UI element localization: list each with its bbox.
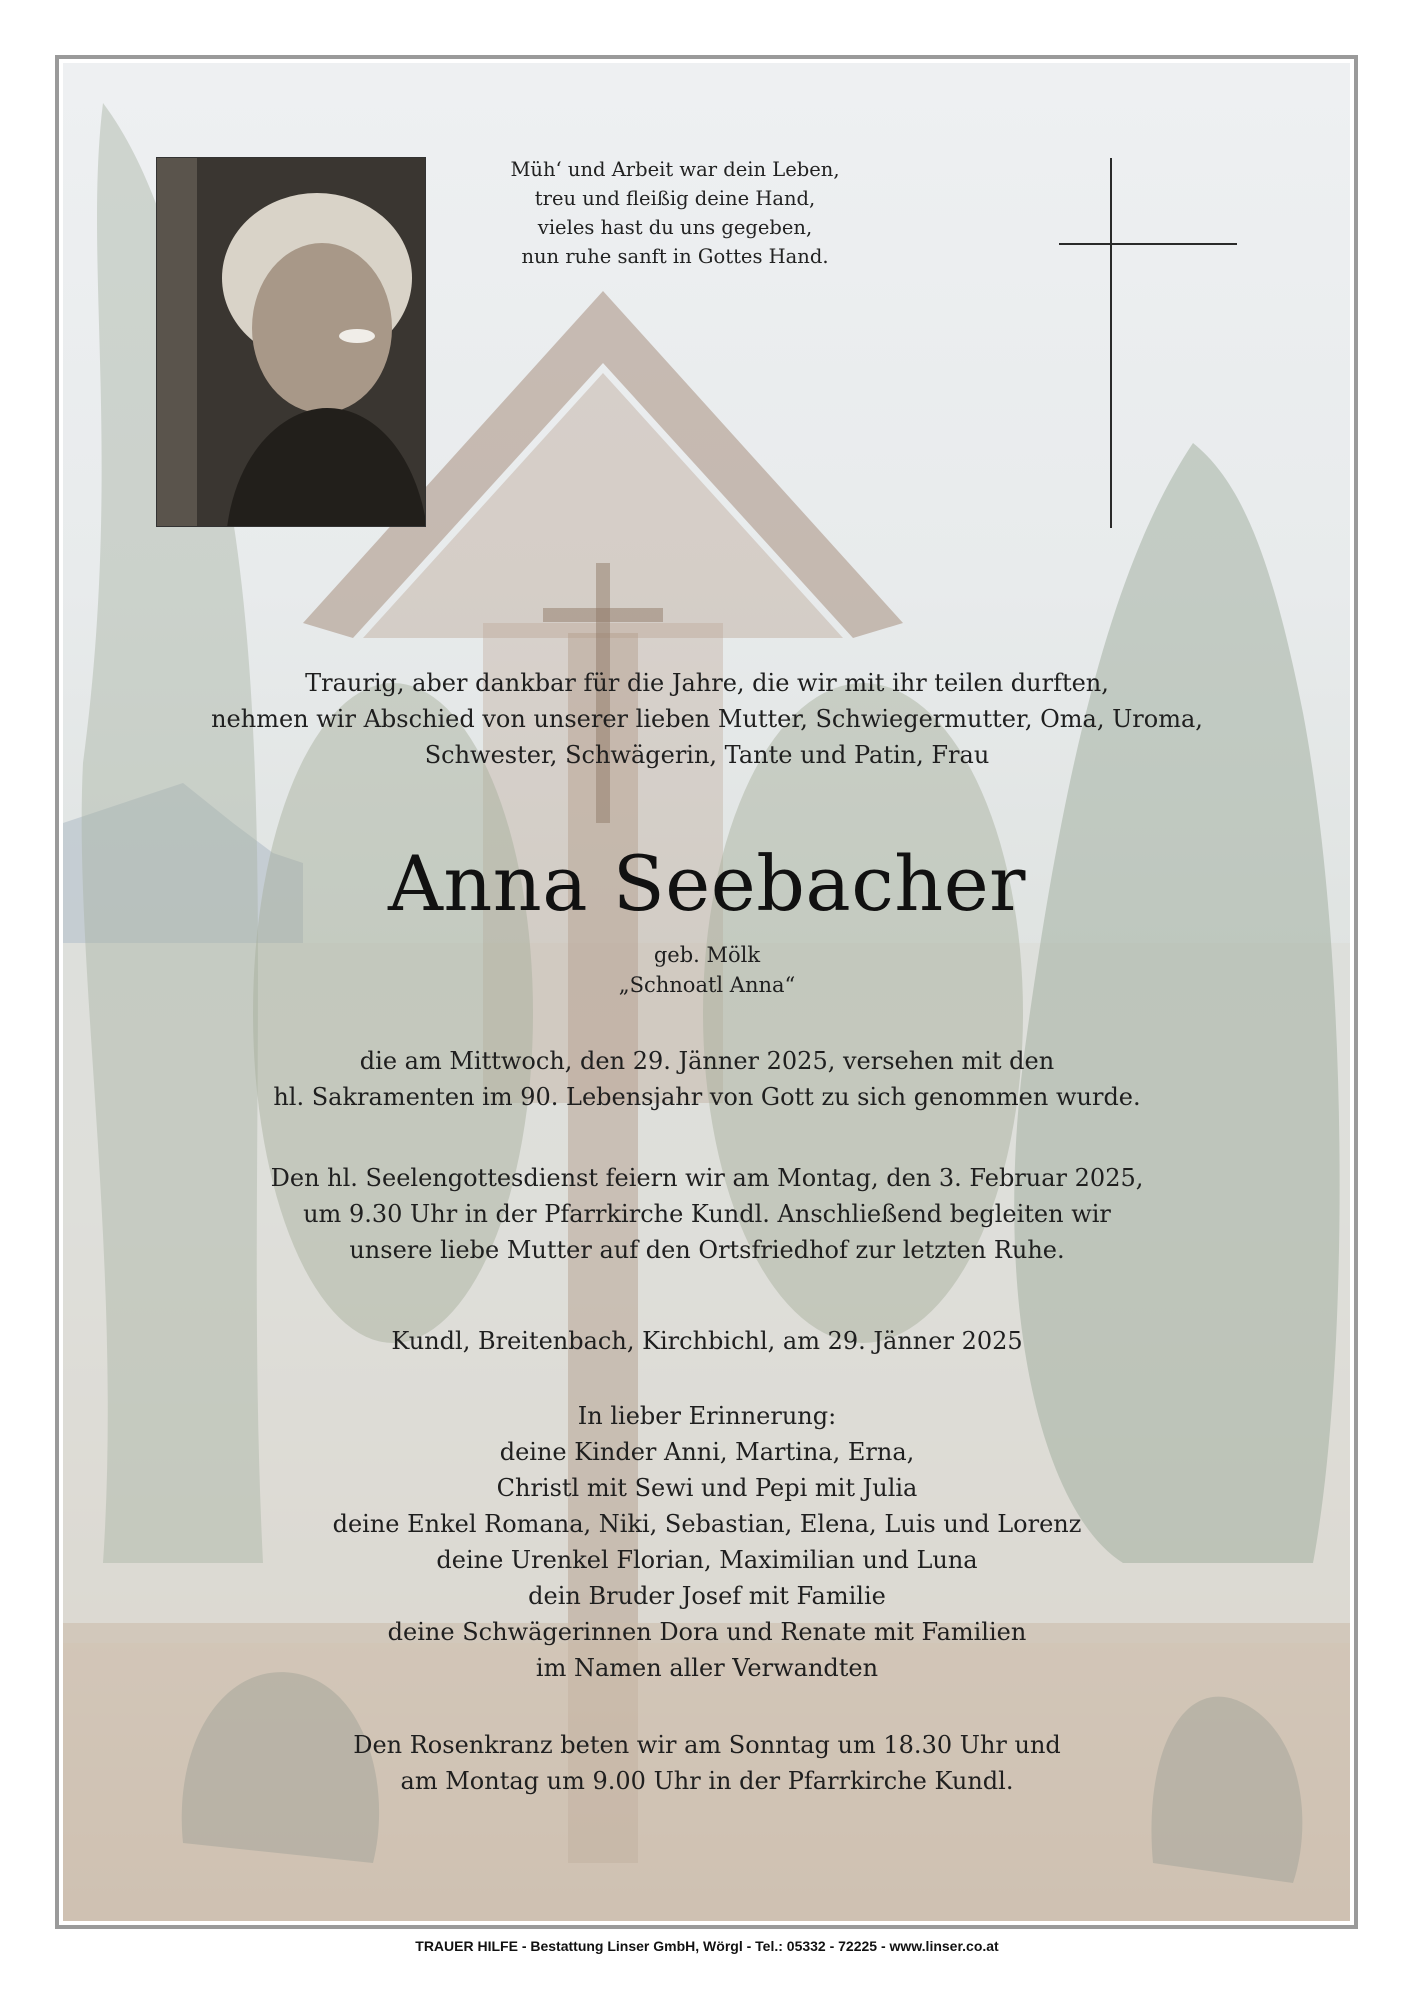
cross-icon: [1110, 158, 1112, 528]
service-line: Den hl. Seelengottesdienst feiern wir am Montag, den 3. Februar 2025,: [270, 1164, 1144, 1192]
service-line: um 9.30 Uhr in der Pfarrkirche Kundl. Anschließend begleiten wir: [303, 1200, 1111, 1228]
footer-imprint: TRAUER HILFE - Bestattung Linser GmbH, Wörgl - Tel.: 05332 - 72225 - www.linser.co.at: [415, 1938, 999, 1954]
portrait-image: [157, 158, 426, 527]
poem-line: Müh‘ und Arbeit war dein Leben,: [510, 158, 840, 181]
death-notice-line: hl. Sakramenten im 90. Lebensjahr von Gott zu sich genommen wurde.: [273, 1083, 1141, 1111]
death-notice: [150, 1043, 1264, 1115]
poem-line: nun ruhe sanft in Gottes Hand.: [521, 245, 829, 268]
remembrance-line: deine Kinder Anni, Martina, Erna,: [499, 1438, 915, 1466]
service-line: unsere liebe Mutter auf den Ortsfriedhof zur letzten Ruhe.: [349, 1236, 1065, 1264]
place-date-line: Kundl, Breitenbach, Kirchbichl, am 29. Jänner 2025: [391, 1327, 1023, 1355]
nickname: „Schnoatl Anna“: [618, 973, 796, 997]
rosary-line: Den Rosenkranz beten wir am Sonntag um 18.30 Uhr und: [353, 1731, 1061, 1759]
place-date: [150, 1323, 1264, 1359]
poem-line: vieles hast du uns gegeben,: [537, 216, 813, 239]
rosary-line: am Montag um 9.00 Uhr in der Pfarrkirche Kundl.: [400, 1767, 1014, 1795]
remembrance-line: In lieber Erinnerung:: [577, 1402, 837, 1430]
poem-line: treu und fleißig deine Hand,: [534, 187, 816, 210]
remembrance-line: im Namen aller Verwandten: [535, 1654, 879, 1682]
portrait-photo: [156, 157, 426, 527]
birth-name: geb. Mölk: [653, 943, 761, 967]
service-info: [150, 1160, 1264, 1268]
remembrance-line: dein Bruder Josef mit Familie: [528, 1582, 886, 1610]
remembrance-line: Christl mit Sewi und Pepi mit Julia: [496, 1474, 918, 1502]
cross-icon-bar: [1059, 243, 1237, 245]
intro-line: nehmen wir Abschied von unserer lieben Mutter, Schwiegermutter, Oma, Uroma,: [211, 705, 1203, 733]
intro-text: [150, 665, 1264, 773]
deceased-name: Anna Seebacher: [387, 839, 1027, 928]
intro-line: Schwester, Schwägerin, Tante und Patin, Frau: [424, 741, 990, 769]
remembrance-line: deine Enkel Romana, Niki, Sebastian, Elena, Luis und Lorenz: [332, 1510, 1082, 1538]
rosary-info: [150, 1727, 1264, 1799]
intro-line: Traurig, aber dankbar für die Jahre, die wir mit ihr teilen durften,: [305, 669, 1109, 697]
death-notice-line: die am Mittwoch, den 29. Jänner 2025, versehen mit den: [359, 1047, 1055, 1075]
remembrance-line: deine Urenkel Florian, Maximilian und Luna: [436, 1546, 978, 1574]
remembrance-list: [150, 1398, 1264, 1686]
name-details: [150, 940, 1264, 1000]
poem: [450, 155, 900, 271]
remembrance-line: deine Schwägerinnen Dora und Renate mit Familien: [387, 1618, 1027, 1646]
